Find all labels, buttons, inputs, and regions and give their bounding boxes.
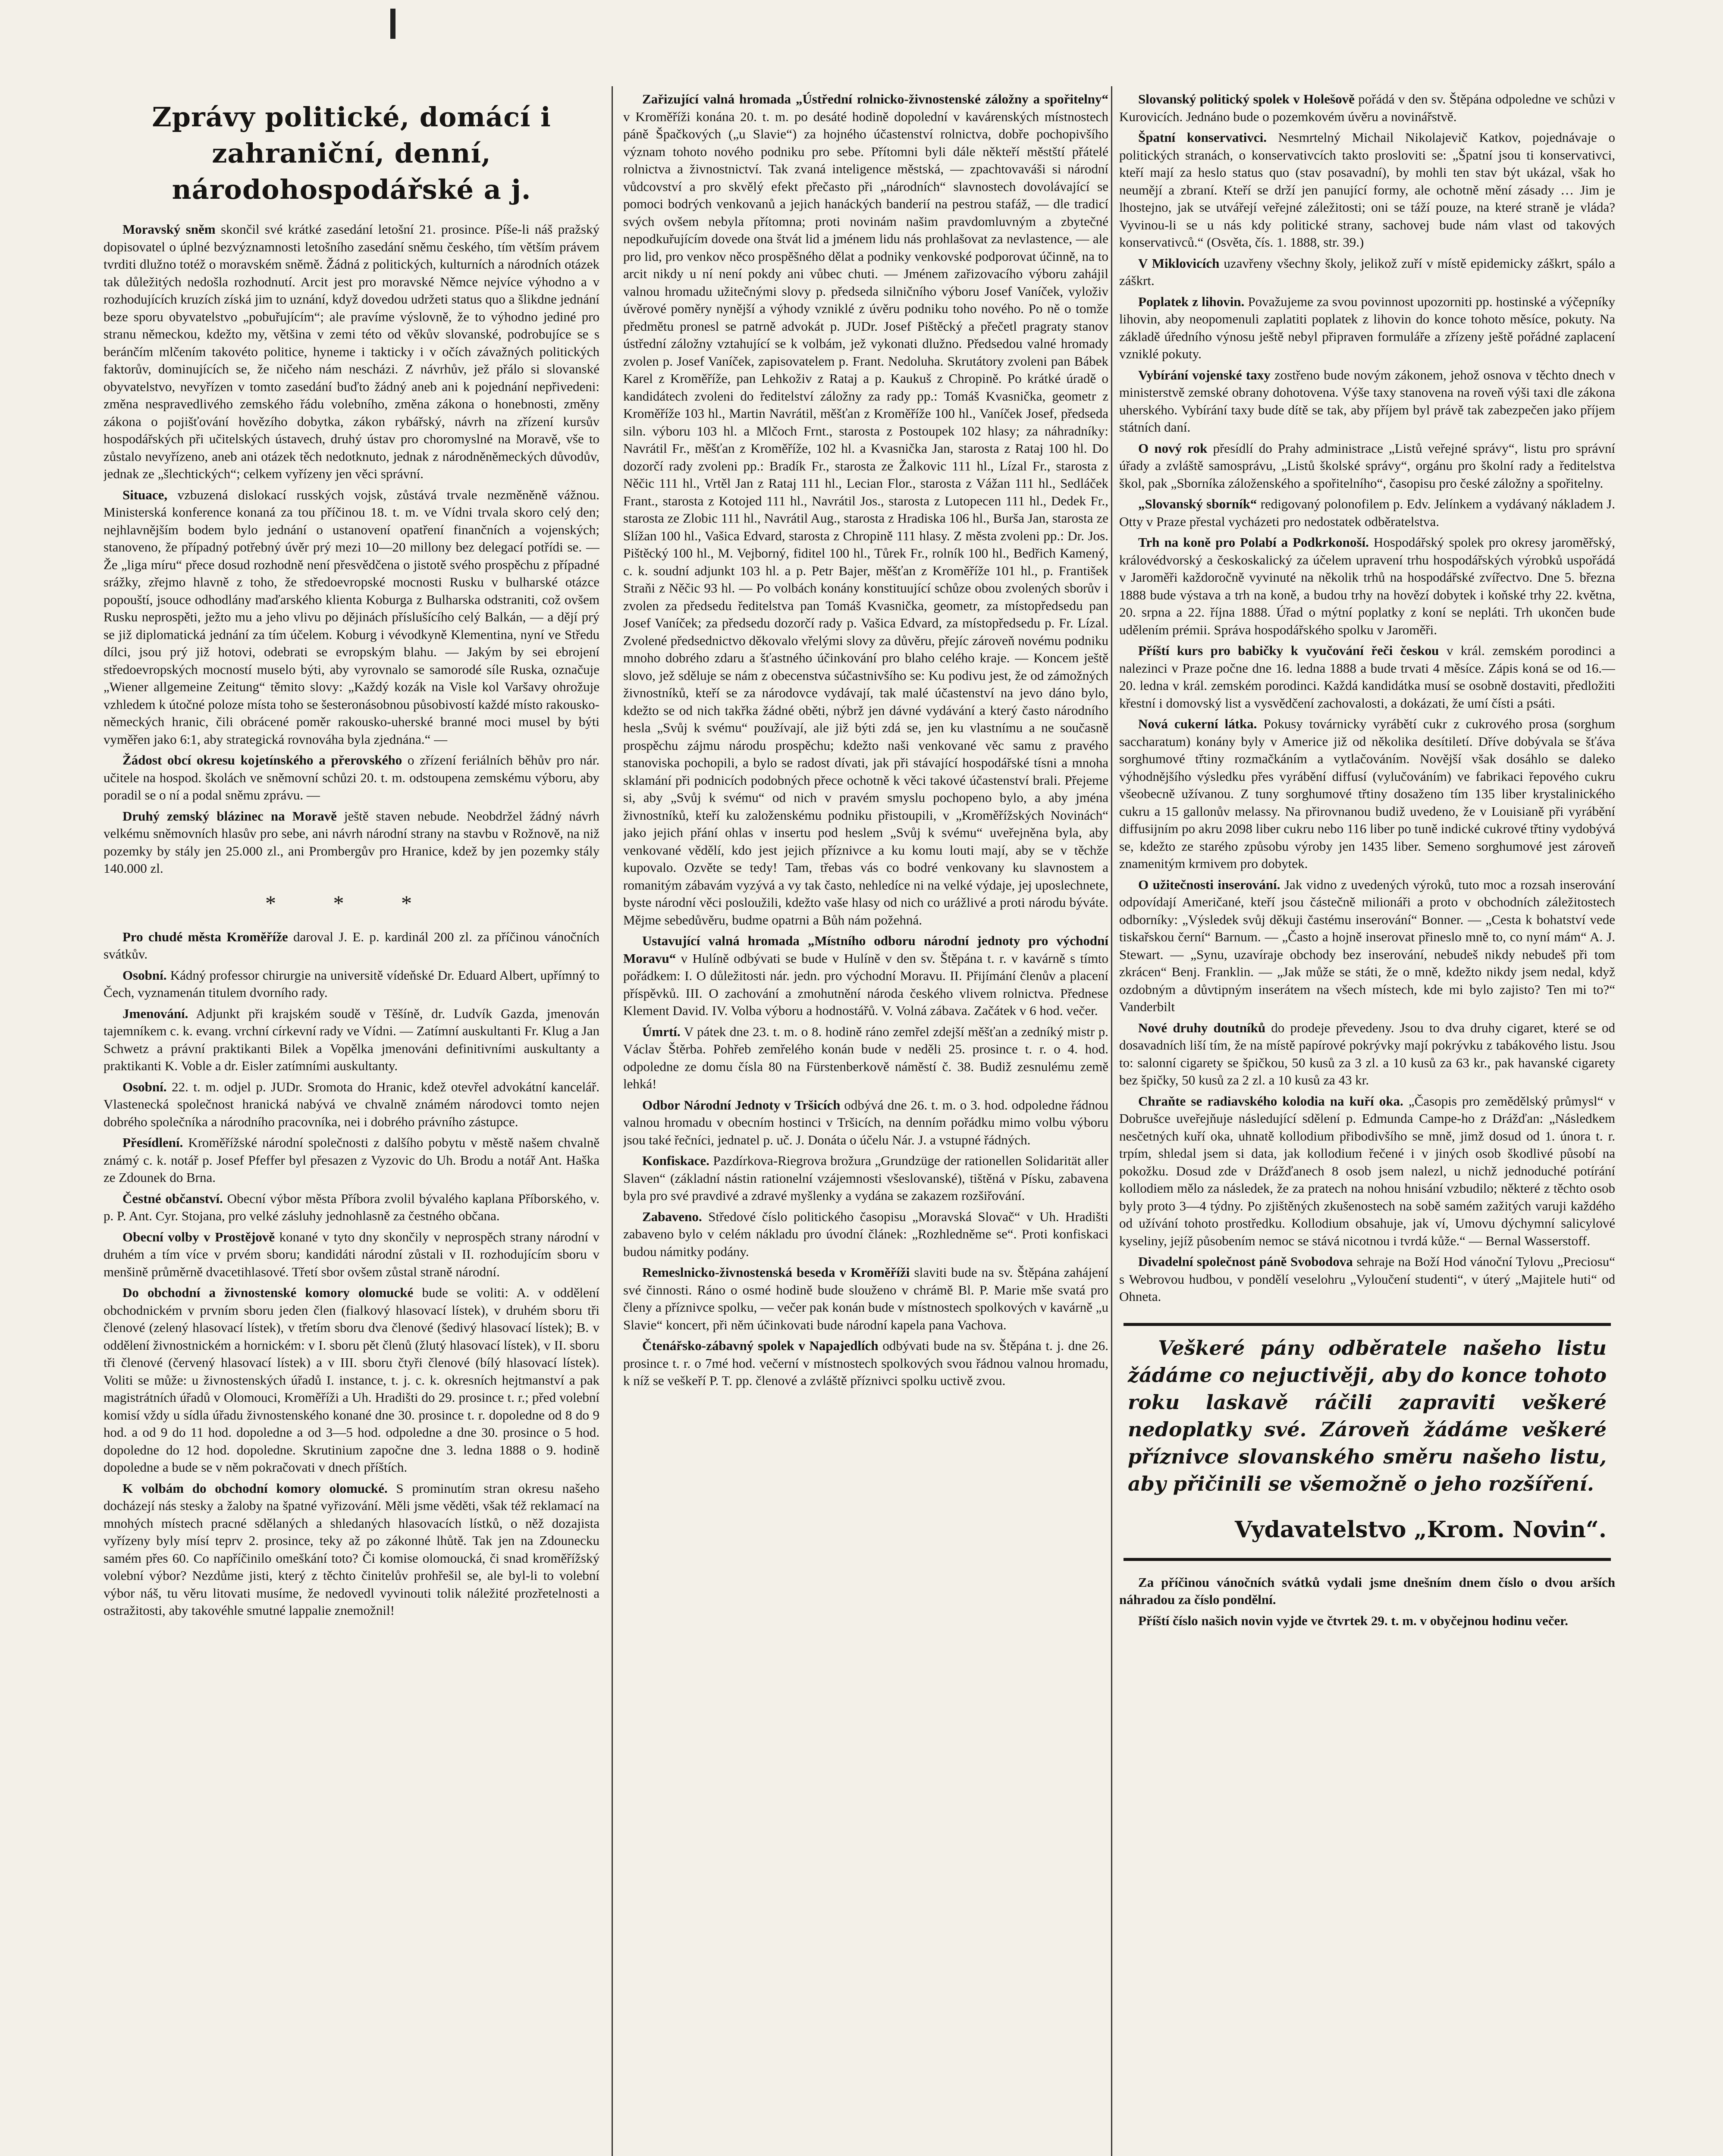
news-item-text: redigovaný polonofilem p. Edv. Jelínkem a vydávaný nákladem J. Otty v Praze přestal vycházeti pro nedostatek odběratelstva. [1119,496,1615,529]
news-item-heading: Nová cukerní látka. [1138,716,1257,731]
news-item [104,486,599,749]
news-item-text: slaviti bude na sv. Štěpána zahájení své činnosti. Ráno o osmé hodině bude slouženo v chrámě Bl. P. Marie mše svatá pro členy a příznivce spolku, — večer pak konán bude v místnostech spolkových v kavárně „u Slavie“ koncert, při něm účinkovati bude národní kapela pana Vachova. [623,1265,1108,1332]
news-item [104,967,599,1002]
news-item [104,808,599,877]
news-item-text: bude se voliti: A. v oddělení obchodnickém v prvním sboru jeden člen (fialkový hlasovací lístek), v druhém sboru tři členové (zelený hlasovací lístek), v třetím sboru dva členové (šedivý hlasovací lístek); B. v oddělení živnostnickém a hornickém: v I. sboru pět členů (žlutý hlasovací lístek), v II. sboru tři členové (červený hlasovací lístek) a v III. sboru čtyři členové (bílý hlasovací lístek). Voliti se může: u živnostenských úřadů I. instance, t. j. c. k. okresních hejtmanství a pak magistrátních úřadů v Olomouci, Kroměříži a Uh. Hradišti do 29. prosince t. r.; před volební komisí vždy u sídla úřadu živnostenského konané dne 30. prosince t. r. dopoledne od 8 do 9 hod. a od 9 do 11 hod. dopoledne a od 3—5 hod. odpoledne a dne 30. prosince o 5 hod. dopoledne do 12 hod. dopoledne. Skrutinium započne dne 3. ledna 1888 o 9. hodině dopoledne a bude se v něm pokračovati v dnech příštích. [104,1285,599,1475]
news-item-text: pořádá v den sv. Štěpána odpoledne ve schůzi v Kurovicích. Jednáno bude o pozemkovém úvěru a novinářstvě. [1119,91,1615,124]
news-item-text: 22. t. m. odjel p. JUDr. Sromota do Hranic, kdež otevřel advokátní kancelář. Vlastenecká společnost hranická nabývá ve chvalně známém národovci tomto nejen dobrého společníka a národního pracovníka, nei i dobrého právního zástupce. [104,1079,599,1129]
news-item [623,1337,1108,1390]
news-item-heading: Osobní. [122,967,167,983]
news-item-heading: Pro chudé města Kroměříže [122,929,288,944]
news-item-heading: Moravský sněm [122,222,216,237]
news-item [1119,91,1615,125]
news-item [1119,367,1615,436]
news-item [1119,1019,1615,1089]
print-mark [390,9,395,39]
news-item [104,752,599,804]
publisher-signature: Vydavatelstvo „Krom. Novin“. [1235,1516,1607,1543]
news-item-text: Hospodářský spolek pro okresy jaroměřský, královédvorský a českoskalický za účelem upravení trhu hospodářských výrobků uspořádá v Jaroměři každoročně vyvinuté na několik trhů na hospodářské zvířectvo. Dne 5. března 1888 bude výstava a trh na koně, a budou trhy na hovězí dobytek i koňské trhy 22. května, 20. srpna a 22. října 1888. Úřad o mýtní poplatky z koní se nepláti. Trh ukončen bude udělením prémii. Správa hospodářského spolku v Jaroměři. [1119,535,1615,637]
news-item-heading: Přesídlení. [122,1135,183,1150]
news-item-text: daroval J. E. p. kardinál 200 zl. za příčinou vánočních svátkův. [104,929,599,962]
news-item-text: přesídlí do Prahy administrace „Listů veřejné správy“, listu pro správní úřady a zvláště samosprávu, „Listů školské správy“, orgánu pro školní rady a ředitelstva škol, pak „Sborníka záloženského a spořitelního“, časopisu pro české záložny a spořitelny. [1119,440,1615,491]
news-item-heading: Do obchodní a živnostenské komory olomucké [122,1285,414,1300]
news-item-heading: Konfiskace. [642,1153,709,1168]
news-item-heading: O užitečnosti inserování. [1138,877,1280,892]
news-item-text: v Hulíně odbývati se bude v Hulíně v den sv. Štěpána t. r. v kavárně s tímto pořádkem: I. O důležitosti nár. jedn. pro východní Moravu. II. Přijímání členův a placení příspěvků. III. O zachování a zmohutnění národa českého vlivem rolnictva. Přednese Klement David. IV. Volba výboru a hodnostářů. V. Volná zábava. Začátek v 6 hod. večer. [623,950,1108,1018]
news-item [1119,642,1615,712]
news-item [104,1134,599,1187]
news-item [1119,495,1615,530]
article-list [1119,91,1615,1306]
news-item-text: odbývá dne 26. t. m. o 3. hod. odpoledne řádnou valnou hromadu v obecním hostinci v Tršicích, na denním pořádku mimo volbu výboru jsou také řečníci, jednatel p. uč. J. Donáta o účelu Nár. J. a vstupné řádných. [623,1097,1108,1147]
news-item [1119,440,1615,492]
news-item [1119,1093,1615,1250]
news-item [104,221,599,483]
news-item [1119,876,1615,1016]
article-list [104,221,599,1620]
news-item-heading: K volbám do obchodní komory olomucké. [122,1480,388,1496]
news-item-heading: Druhý zemský blázinec na Moravě [122,808,337,824]
news-item [104,928,599,963]
news-item [104,1480,599,1620]
news-item-heading: O nový rok [1138,440,1208,456]
news-item-heading: Divadelní společnost páně Svobodova [1138,1254,1353,1269]
news-item-text: Jak vidno z uvedených výroků, tuto moc a rozsah inserování odpovídají Američané, kteří jsou částečně milionáři a proto v obchodních záležitostech odborníky: „Výsledek svůj děkuji častému inserování“ Bonner. — „Cesta k bohatství vede tiskařskou černí“ Barnum. — „Často a hojně inserovat přineslo mně to, co nyní mám“ A. J. Stewart. — „Synu, uzavíraje obchody bez inserování, nebudeš nikdy nebudeš při tom zkrácen“ Benj. Franklin. — „Jak může se státi, že o mně, kdežto nikdy jsem nedal, když ozdobným a důvtipným inserátem na všech místech, kde mi bylo zajisto? Ten mi to?“ Vanderbilt [1119,877,1615,1014]
news-item-heading: Ustavující valná hromada „Místního odboru národní jednoty pro východní Moravu“ [623,933,1108,966]
news-item [623,1264,1108,1334]
column-rule [1111,86,1112,2156]
notice-text: Veškeré pány odběratele našeho listu žádáme co nejuctivěji, aby do konce tohoto roku laskavě ráčili zapraviti veškeré nedoplatky své. Zároveň žádáme veškeré příznivce slovanského směru našeho listu, aby přičinili se všemožně o jeho rozšíření. [1128,1336,1607,1495]
news-item [1119,1253,1615,1306]
news-item-heading: Špatní konservativci. [1138,130,1267,145]
news-item-heading: Remeslnicko-živnostenská beseda v Kroměříži [642,1265,910,1280]
news-item-text: vzbuzená dislokací rusských vojsk, zůstává trvale nezměněně vážnou. Ministerská konference konaná za tou příčinou 18. t. m. ve Vídni trvala skoro celý den; nejhlavnějším bodem bylo jednání o ustanovení opatření finančních a vojenských; stanoveno, že případný potřebný úvěr prý mezi 10—20 millony bez delegací potřídi se. — Že „liga míru“ přece dosud rozhodně není přesvědčena o jistotě svého prospěchu z případné srážky, zřejmo hlavně z toho, že středoevropské mocnosti Rusku v bulharské otázce popouští, jsouce odhodlány maďarského klienta Koburga z Bulharska odstraniti, což ovšem Rusku neprospěti, ježto mu a jeho vlivu po dějinách příslušícího celý Balkán, — a dějí prý se již diplomatická jednání za tím účelem. Koburg i vévodkyně Klementina, nyní ve Středu dílci, jsou prý již hotovi, odebrati se evropským blahu. — Jakým by sei ebrojení středoevropských mocností muselo býti, aby vyrovnalo se samorodé síle Ruska, označuje „Wiener allgemeine Zeitung“ těmito slovy: „Každý kozák na Visle kol Varšavy ohrožuje vzhledem k útočné poloze místa toho se šesteronásobnou působivostí každé místo rakousko-německých hranic, čili obrácené poměr rakousko-uherské branné moci musel by býti vyměřen jako 6:1, aby strategická rovnováha byla zjednána.“ — [104,487,599,747]
news-item-heading: Čtenářsko-zábavný spolek v Napajedlích [642,1338,879,1353]
news-item-text: konané v tyto dny skončily v neprospěch strany národní v druhém a tím více v prvém sboru; kandidáti národní zůstali v II. rozhodujícím sboru v menšině průměrně dvacetihlasové. Třetí sbor ovšem zůstal straně národní. [104,1229,599,1279]
subscriber-notice [1124,1323,1611,1561]
column-right [1119,91,1615,2156]
section-headline: Zprávy politické, domácí i zahraniční, denní, národohospodářské a j. [152,101,551,205]
column-rule [612,86,613,2156]
news-item [623,91,1108,929]
news-item-heading: V Miklovicích [1138,255,1220,271]
news-item [1119,129,1615,251]
news-item-text: skončil své krátké zasedání letošní 21. prosince. Píše-li náš pražský dopisovatel o úplné bezvýznamnosti letošního zasedání sněmu českého, tím větším právem tvrditi dlužno totéž o moravském sněmě. Žádná z politických, kulturních a národních otázek tak důležitých nedošla rozhodnutí. Arcit jest pro moravské Němce nejvíce výhodno a v rozhodujících kruzích získá jim to uznání, když dovedou udržeti status quo a šlikdne jednání beze sporu obyvatelstvo „pobuřujícím“; ale pravíme výslovně, že to výhodno jediné pro stranu německou, kdežto my, většina v zemi této od věkův slovanské, podrobujíce se s beránčím mlčením takovéto politice, hyneme i takticky i v očích závažných politických faktorův, dominujících se, že ničeho nám nescházi. Z návrhův, jež přálo si slovanské obyvatelstvo, nevyřízen v tomto zasedání buďto žádný aneb ani k pojednání nepřivedeni: změna nespravedlivého zemského řádu volebního, změna zákona o honebnosti, změny zákona o pojišťování hovězího dobytka, zákon rybářský, návrh na zřízení kursův hospodářských při učitelských ústavech, druhý ústav pro choromyslné na Moravě, vše to zůstalo nevyřízeno, aneb ani otázek těch nedotknuto, jednak z národněněmeckých důvodův, jednak ze „šlechtických“; celkem vyřízeny jen věci správní. [104,222,599,481]
news-item-text: Adjunkt při krajském soudě v Těšíně, dr. Ludvík Gazda, jmenován tajemníkem c. k. evang. vrchní církevní rady ve Vídni. — Zatímní auskultanti Fr. Klug a Jan Schwetz a právní praktikanti Bilek a Vopělka jmenováni definitivními auskultanty a praktikanti K. Voble a dr. Eisler zatímními auskultanty. [104,1006,599,1073]
news-item-text: „Časopis pro zemědělský průmysl“ v Dobrušce uveřejňuje následující sdělení p. Edmunda Campe-ho z Drážďan: „Následkem nesčetných kuří oka, uhnatě kollodium přibodivšího se mně, jimž dosud od 1. února t. r. trpím, shledal jsem si data, jak kollodium řečené i v jiných osob škodlivé působí na pokožku. Dosud zde v Drážďanech 8 osob jsem nalezl, u nichž jednoduché potírání kollodiem mělo za následek, že za pratech na nohou hnisání vzbudilo; některé z těchto osob byly proto 3—4 týdny. Po zjištěných zkušenostech na sobě samém zažitých varuji každého od užívání tohoto prostředku. Kollodium obsahuje, jak ví, Umovu dýchymní salicylové kyseliny, jejíž působením nemoc se stává nicotnou i tvrdá kůže.“ — Bernal Wasserstoff. [1119,1093,1615,1248]
news-item-text: v král. zemském porodinci a nalezinci v Praze počne dne 16. ledna 1888 a bude trvati 4 měsíce. Zápis koná se od 16.—20. ledna v král. zemském porodinci. Každá kandidátka musí se osobně dostaviti, předložiti křestní i domovský list a vysvědčení zachovalosti, a dokázati, že umí čísti a psáti. [1119,643,1615,711]
news-item-heading: Trh na koně pro Polabí a Podkrkonoší. [1138,535,1369,550]
news-item-text: sehraje na Boží Hod vánoční Tylovu „Preciosu“ s Webrovou hudbou, v pondělí veselohru „Vyloučení studenti“, v úterý „Majitele huti“ od Ohneta. [1119,1254,1615,1304]
news-item [623,1097,1108,1149]
news-item-heading: Vybírání vojenské taxy [1138,367,1271,382]
news-item [623,1023,1108,1093]
news-item-heading: Čestné občanství. [122,1191,223,1206]
news-item-heading: „Slovanský sborník“ [1138,496,1257,511]
news-item [623,1152,1108,1205]
article-list [623,91,1108,1390]
section-separator: * * * [265,890,438,915]
news-item [104,1228,599,1281]
news-item-heading: Zabaveno. [642,1209,702,1224]
news-item-heading: Příští kurs pro babičky k vyučování řeči českou [1138,643,1439,658]
news-item-text: V pátek dne 23. t. m. o 8. hodině ráno zemřel zdejší měšťan a zedníký mistr p. Václav Štěrba. Pohřeb zemřelého konán bude v neděli 25. prosince t. r. o 4. hod. odpoledne ze domu čísla 80 na Fürstenberkově náměstí č. 38. Budiž zesnulému země lehká! [623,1024,1108,1091]
closing-notes [1119,1574,1615,1630]
news-item-text: Středové číslo politického časopisu „Moravská Slovač“ v Uh. Hradišti zabaveno bylo v celém nákladu pro úvodní článek: „Rozhledněme se“. Proti konfiskaci budou námitky podány. [623,1209,1108,1259]
news-item-text: Pokusy továrnicky vyrábětí cukr z cukrového prosa (sorghum saccharatum) konány byly v Americe již od několika desítiletí. Dříve dobývala se šťáva sorghumové třtiny rozmačkáním a vytlačováním. Novější však dosáhlo se daleko výhodnějšího výsledku přes vyrábění diffusí (vylučováním) ve fabrikaci řepového cukru všeobecně užívanou. Z tuny sorghumové třtiny dosaženo tím 135 liber krystalinického cukru a 15 gallonův melassy. Na přirovnanou budiž uvedeno, že v Louisianě při vyrábění diffusijním po akru 2098 liber cukru nebo 116 liber po tuně indické cukrové třtiny vydobývá se, kdežto ze starého způsobu výroby jen 1435 liber. Semeno sorghumové jest zároveň znamenitým krmivem pro dobytek. [1119,716,1615,871]
closing-note: Příští číslo našich novin vyjde ve čtvrtek 29. t. m. v obyčejnou hodinu večer. [1138,1613,1568,1628]
news-item [1119,715,1615,873]
news-item-heading: Osobní. [122,1079,167,1094]
news-item [104,1284,599,1476]
news-item-heading: Situace, [122,487,168,502]
news-item-heading: Nové druhy doutníků [1138,1020,1266,1035]
news-item-heading: Poplatek z lihovin. [1138,294,1245,309]
column-middle [623,91,1108,2156]
news-item [623,1208,1108,1261]
news-item-text: uzavřeny všechny školy, jelikož zuří v místě epidemicky záškrt, spálo a záškrt. [1119,255,1615,288]
news-item-text: Kroměřížské národní společnosti z dalšího pobytu v městě našem chvalně známý c. k. notář p. Josef Pfeffer byl přesazen z Vyzovic do Uh. Brodu a notář Ant. Haška ze Zdounek do Brna. [104,1135,599,1185]
news-item-text: Kádný professor chirurgie na universitě vídeňské Dr. Eduard Albert, upřímný to Čech, vyznamenán titulem dvorního rady. [104,967,599,1000]
news-item-text: o zřízení feriálních běhův pro nár. učitele na hospod. školách ve sněmovní schůzi 20. t. m. odstoupena zemskému výboru, aby poradil se o ní a podal sněmu zprávu. — [104,752,599,802]
news-item-text: odbývati bude na sv. Štěpána t. j. dne 26. prosince t. r. o 7mé hod. večerní v místnostech spolkových svou řádnou valnou hromadu, k níž se veškeří P. T. pp. členové a zvláště příznivci spolku uctivě zvou. [623,1338,1108,1388]
news-item [104,1190,599,1225]
news-item-heading: Slovanský politický spolek v Holešově [1138,91,1355,107]
news-item-text: S prominutím stran okresu našeho docházejí nás stesky a žaloby na špatné vyřizování. Měli jsme věděti, však též reklamací na mnohých místech pracné sdělaných a shledaných hlasovacích lístků, o něž dozajista vyřízeny byly mísí teprv 2. prosince, teky až po zákonné lhůtě. Tak jen na Zdounecku samém přes 60. Co napříčinilo omeškání toto? Či komise olomoucká, či snad kroměřížský volební výbor? Nezdůme jisti, který z těchto činitelův prohřešil se, ale byl-li to volební výbor náš, tu věru litovati musíme, že nedovedl vyvinouti tolik náležité prozřetelnosti a ostražitosti, aby takovéhle smutné lappalie znemožnil! [104,1480,599,1618]
news-item [1119,534,1615,639]
news-item-text: ještě staven nebude. Neobdržel žádný návrh velkému sněmovních hlasův pro sebe, ani návrh národní strany na stavbu v Rožnově, na niž pozemky by stály jen 25.000 zl., ani Prombergův pro Hranice, kdež by jen pozemky stály 140.000 zl. [104,808,599,876]
news-item-text: v Kroměříži konána 20. t. m. po desáté hodině dopolední v kavárenských místnostech páně Špačkových („u Slavie“) za hojného účastenství rolnictva, dobře pochopivšího význam tohoto nového podniku pro sebe. Přítomni byli dále někteří městští přátelé rolnictva a živnostnictví. Tak zvaná inteligence městská, — zpachtovaváši si národní vůdcovství a pro skvělý efekt přečasto při „národních“ slavnostech dovolávající se pomoci bodrých venkovanů a jejich hanáckých banderií na pestrou stafáž, — dle tradicí svých ovšem nebyla přítomna; proti novinám našim pravdomluvným a zbytečné nepodkuřujícím dovede ona štvát lid a jménem lidu nás prohlašovat za nevlastence, — ale pro lid, pro venkov něco prospěšného dělat a podniky venkovské podporovat účinně, na to arcit nikdy u ní není pokdy ani vůbec chuti. — Jménem zařizovacího výboru zahájil valnou hromadu užitečnými slovy p. předseda silničního výboru Josef Vaníček, vyloživ úvěrové poměry nynější a výhody vzniklé z úvěru podniku toho nového. Po ně o tomže předmětu pronesl se patrně advokát p. JUDr. Josef Pištěcký a přečetl pragraty stanov ústřední záložny vztahující se k volbám, jež vykonati dlužno. Předsedou valné hromady zvolen p. Josef Vaníček, zapisovatelem p. Frant. Nedoluha. Skrutátory zvoleni pan Bábek Karel z Kroměříže, pan Lehkoživ z Rataj a p. Kaukuš z Chropině. Po krátké úradě o kandidátech zvoleni do ředitelství záložny za rady pp.: Tomáš Kvasnička, geometr z Kroměříže 103 hl., Martin Navrátil, měšťan z Kroměříže 100 hl., Vaníček Josef, předseda siln. výboru 103 hl. a Mlčoch Frnt., starosta z Postoupek 102 hlasy; za náhradníky: Navrátil Fr., měšťan z Kroměříže, 102 hl. a Kvasnička Jan, starosta z Rataj 100 hl. Do dozorčí rady zvoleni pp.: Bradík Fr., starosta ze Žalkovic 111 hl., Lízal Fr., starosta z Něčic 111 hl., Vrtěl Jan z Rataj 111 hl., Lecian Flor., starosta z Vážan 111 hl., Sedláček Frant., starosta z Kotojed 111 hl., Navrátil Jos., starosta z Lutopecen 111 hl., Dedek Fr., starosta ze Zlobic 111 hl., Navrátil Aug., starosta z Hradiska 106 hl., Burša Jan, starosta ze Slížan 100 hl., Vašica Edvard, starosta z Chropině 111 hlasy. Z města zvoleni pp.: Dr. Jos. Pištěcký 100 hl., M. Vejborný, fiditel 100 hl., Tůrek Fr., rolník 100 hl., Bedřich Kamený, c. k. soudní adjunkt 103 hl. a p. Petr Bajer, měšťan z Kroměříže 101 hl., p. František Straňi z Něčic 93 hl. — Po volbách konány konstituující schůze obou zvolených sborův i zvolen za předsedu ředitelstva pan Tomáš Kvasnička, geometr, za místopředsedu pan Josef Vaníček; za předsedu dozorčí rady p. Vašica Edvard, za místopředsedu p. Fr. Lízal. Zvolené předsednictvo děkovalo vřelými slovy za důvěru, přejíc zároveň novému podniku mnoho dobrého zdaru a šťastného účinkování pro blaho celého kraje. — Koncem ještě slovo, jež sděluje se nám z obecenstva súčastnivšího se: Ku podivu jest, že od zámožných živnostníků, kteří se za národovce vydávají, tak malé účastenství na jevo dáno bylo, kdežto se od nich takřka žádné oběti, nýbrž jen dávné vydávání a který často národního hesla „Svůj k svému“ používají, ale již býti zdá se, jen ku vlastnímu a ne současně prospěchu zájmu národu prospěchu; kdežto naši venkované věc samu z pravého stanoviska pochopili, a bylo se radost dívati, jak při stávající hospodářské tísni a mnoha sklamání při podnicích podobných přece ochotně k věci takové účastenství brali. Přejeme si, aby „Svůj k svému“ od nich v pravém smyslu pochopeno bylo, a aby jména živnostníků, kteří ku založenskému podniku přistoupili, v „Kroměřížských Novinách“ jako jejich přání ohlas v insertu pod heslem „Svůj k svému“ uveřejněna byla, aby venkované vědělí, kdo jest jejich příznivce a ku komu louti mají, aby se v těchže kupovalo. Ozvěte se tedy! Tam, třebas vás co bodré venkovany ku slavnostem a romanitým zábavám vyzývá a vy tak často, nehledíce ni na velké výdaje, jej uposlechnete, byste národní věci posloužili, kdežto vaše hlasy od nich co urážlivé a proti národu býváte. Mějme sebedůvěru, budme opatrni a Bůh nám požehná. [623,109,1108,928]
closing-note: Za příčinou vánočních svátků vydali jsme dnešním dnem číslo o dvou arších náhradou za číslo pondělní. [1119,1574,1615,1607]
news-item [1119,255,1615,290]
news-item-text: Obecní výbor města Příbora zvolil bývalého kaplana Příborského, v. p. P. Ant. Cyr. Stojana, pro velké zásluhy jednohlasně za čestného občana. [104,1191,599,1223]
news-item-text: do prodeje převedeny. Jsou to dva druhy cigaret, které se od dosavadních liší tím, že na místě papírové pokrývky mají pokrývku z tabákového listu. Jsou to: salonní cigarety se špičkou, 50 kusů za 3 zl. a 10 kusů za 63 kr., pak havanské cigarety bez špičky, 50 kusů za 2 zl. a 10 kusů za 43 kr. [1119,1020,1615,1087]
news-item [623,932,1108,1020]
news-item-heading: Úmrtí. [642,1024,681,1039]
news-item-heading: Jmenování. [122,1006,188,1021]
news-item-text: zostřeno bude novým zákonem, jehož osnova v těchto dnech v ministerstvě zemské obrany dohotovena. Výše taxy stanovena na roveň výši taxi dle zákona uherského. Vybírání taxy bude dítě se tak, aby příjem byl právě tak zabezpečen jako příjem státních daní. [1119,367,1615,435]
news-item-heading: Žádost obcí okresu kojetínského a přerovského [122,752,402,768]
news-item [1119,293,1615,363]
news-item-text: Považujeme za svou povinnost upozorniti pp. hostinské a výčepníky lihovin, aby neopomenuli zaplatiti poplatek z lihovin do konce tohoto měsíce, pokuty. Na základě úředního výnosu ještě nebyl připraven formuláře a zřízeny ještě pořádné zaplacení vzniklé pokuty. [1119,294,1615,361]
news-item-heading: Odbor Národní Jednoty v Tršicích [642,1097,841,1112]
news-item-heading: Obecní volby v Prostějově [122,1229,275,1244]
news-item [104,1078,599,1131]
news-item [104,1005,599,1075]
news-item-heading: Zařizující valná hromada „Ústřední rolnicko-živnostenské záložny a spořitelny“ [642,91,1108,107]
news-item-text: Pazdírkova-Riegrova brožura „Grundzüge der rationellen Solidarität aller Slaven“ (základní nástin rationelní vzájemnosti všeslovanské), tištěná v Písku, zabavena byla pro své pravdivé a zdravé myšlenky a vydána se zakazem rozšiřování. [623,1153,1108,1203]
column-left [104,91,599,2156]
news-item-text: Nesmrtelný Michail Nikolajevič Katkov, pojednávaje o politických stranách, o konservativcích takto prosloviti se: „Špatní jsou ti konservativci, kteří mají za heslo status quo (stav posavadní), by mohli ten stav být ukázal, však ho neumějí a zbraní. Kteří se drží jen panující formy, ale ochotně mění zásady … Jim je lhostejno, jak se utvářejí veřejné záležitosti; oni se táží pouze, na které straně je vláda? Vyvinou-li se u nás kdy politické strany, sachovej bude nám vlast od takových konservativců.“ (Osvěta, čís. 1. 1888, str. 39.) [1119,130,1615,250]
news-item-heading: Chraňte se radiavského kolodia na kuří oka. [1138,1093,1403,1109]
